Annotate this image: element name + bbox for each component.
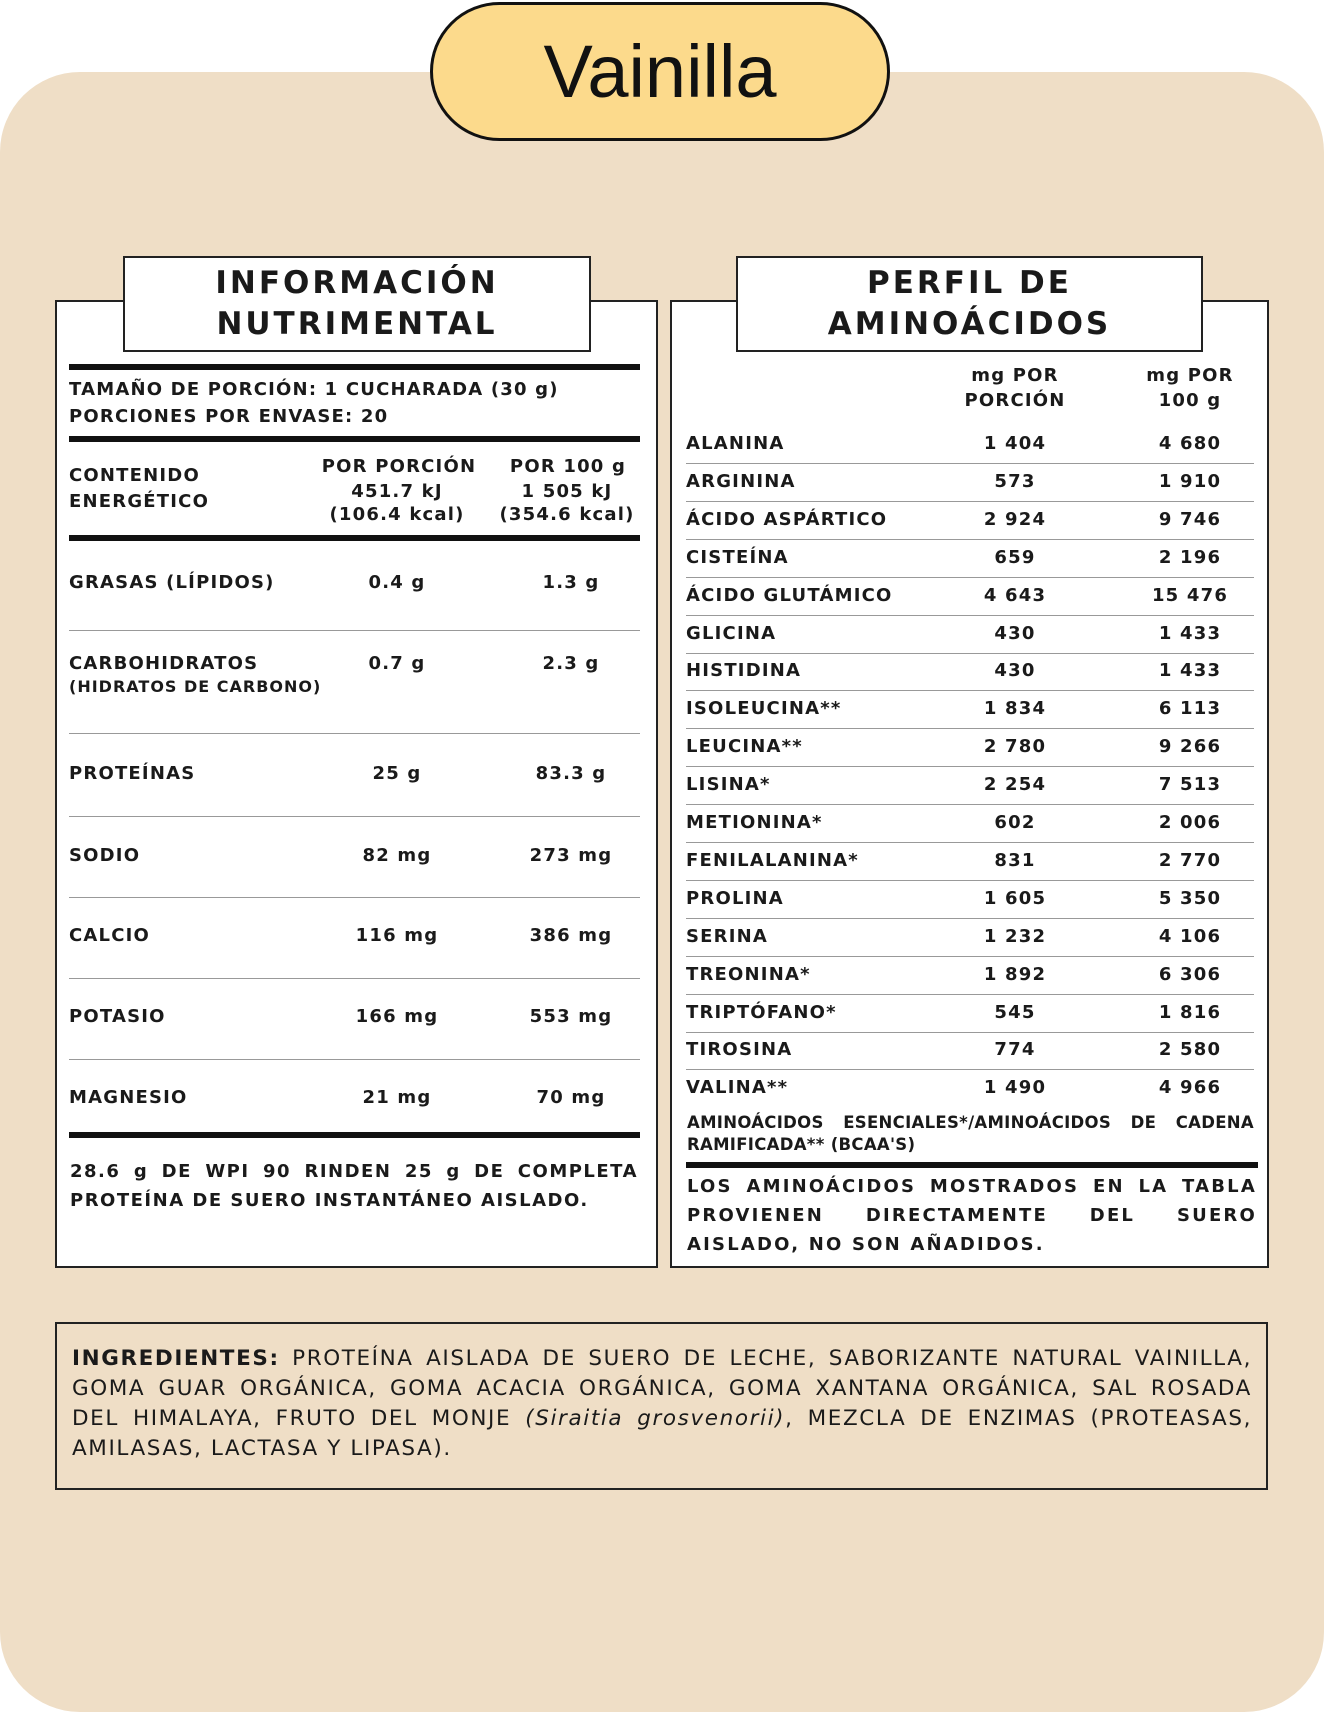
energy-label: CONTENIDO ENERGÉTICO: [69, 465, 210, 512]
row-divider: [686, 577, 1254, 578]
amino-per-100g: 4 680: [1158, 433, 1222, 454]
nutrient-per-serving: 25 g: [372, 763, 422, 784]
row-divider: [686, 501, 1254, 502]
nutrient-per-100g: 386 mg: [529, 925, 613, 946]
amino-per-serving: 545: [994, 1001, 1036, 1023]
amino-name: METIONINA*: [686, 812, 823, 833]
amino-name: HISTIDINA: [686, 660, 802, 682]
amino-per-serving: 4 643: [983, 584, 1047, 606]
nutrient-label: MAGNESIO: [69, 1087, 188, 1108]
row-divider: [686, 842, 1254, 843]
divider: [686, 1162, 1258, 1168]
nutrient-per-serving: 21 mg: [362, 1087, 432, 1108]
nutrient-per-100g: 553 mg: [529, 1006, 613, 1027]
row-divider: [686, 918, 1254, 919]
row-divider: [69, 978, 640, 979]
nutrient-per-100g: 83.3 g: [535, 763, 607, 784]
amino-per-100g: 1 816: [1158, 1001, 1222, 1023]
amino-per-100g: 1 910: [1158, 470, 1222, 492]
nutrient-label: PROTEÍNAS: [69, 763, 196, 784]
row-divider: [69, 816, 640, 817]
row-divider: [69, 733, 640, 734]
amino-per-serving: 1 490: [983, 1077, 1047, 1099]
amino-name: ÁCIDO ASPÁRTICO: [686, 508, 888, 530]
amino-per-serving: 1 834: [983, 698, 1047, 720]
amino-per-serving: 774: [994, 1039, 1036, 1061]
row-divider: [686, 690, 1254, 691]
amino-per-serving: 602: [994, 812, 1036, 833]
row-divider: [686, 653, 1254, 654]
amino-name: CISTEÍNA: [686, 546, 789, 568]
row-divider: [686, 956, 1254, 957]
amino-per-serving: 1 232: [983, 925, 1047, 947]
amino-per-100g: 1 433: [1158, 622, 1222, 644]
amino-per-100g: 2 196: [1158, 546, 1222, 568]
nutrient-per-serving: 166 mg: [355, 1006, 439, 1027]
amino-per-serving: 1 404: [983, 433, 1047, 454]
energy-per-100g: 1 505 kJ (354.6 kcal): [499, 481, 635, 525]
divider: [69, 535, 640, 541]
nutrient-label: SODIO: [69, 845, 141, 866]
amino-name: ARGININA: [686, 470, 796, 492]
amino-per-100g: 1 433: [1158, 660, 1222, 682]
amino-name: LEUCINA**: [686, 736, 803, 758]
amino-per-100g: 15 476: [1151, 584, 1229, 606]
amino-per-serving: 1 892: [983, 963, 1047, 985]
row-divider: [69, 1059, 640, 1060]
nutrient-label: GRASAS (LÍPIDOS): [69, 572, 275, 593]
amino-name: ALANINA: [686, 433, 785, 454]
amino-per-100g: 6 306: [1158, 963, 1222, 985]
servings-per-container: PORCIONES POR ENVASE: 20: [69, 406, 389, 427]
row-divider: [69, 630, 640, 631]
amino-per-100g: 5 350: [1158, 887, 1222, 909]
nutrition-footer: 28.6 g DE WPI 90 RINDEN 25 g DE COMPLETA PROTEÍNA DE SUERO INSTANTÁNEO AISLADO.: [70, 1161, 638, 1211]
row-divider: [69, 897, 640, 898]
nutrient-per-100g: 273 mg: [529, 845, 613, 866]
flavor-title: Vainilla: [430, 2, 890, 141]
amino-per-serving: 573: [994, 470, 1036, 492]
nutrient-per-100g: 2.3 g: [542, 653, 600, 674]
nutrient-per-100g: 1.3 g: [542, 572, 600, 593]
amino-per-100g: 9 746: [1158, 508, 1222, 530]
amino-name: LISINA*: [686, 774, 771, 796]
nutrition-title: INFORMACIÓN NUTRIMENTAL: [123, 256, 591, 352]
row-divider: [686, 880, 1254, 881]
ingredients-text-end: , MEZCLA DE ENZIMAS (PROTEASAS, AMILASAS, LACTASA Y LIPASA).: [72, 1406, 1253, 1461]
row-divider: [686, 1069, 1254, 1070]
amino-per-100g: 2 770: [1158, 849, 1222, 871]
nutrient-label: POTASIO: [69, 1006, 166, 1027]
amino-per-serving: 831: [994, 849, 1036, 871]
nutrient-label: CARBOHIDRATOS: [69, 653, 259, 674]
amino-per-100g: 2 006: [1158, 812, 1222, 833]
amino-per-serving: 2 924: [983, 508, 1047, 530]
nutrient-label: CALCIO: [69, 925, 151, 946]
col-header-per-serving: POR PORCIÓN: [321, 456, 477, 477]
nutrient-per-serving: 82 mg: [362, 845, 432, 866]
row-divider: [686, 994, 1254, 995]
amino-name: GLICINA: [686, 622, 777, 644]
amino-per-100g: 7 513: [1158, 774, 1222, 796]
row-divider: [686, 463, 1254, 464]
ingredients-label: INGREDIENTES:: [72, 1346, 280, 1371]
ingredients-text: PROTEÍNA AISLADA DE SUERO DE LECHE, SABORIZANTE NATURAL VAINILLA, GOMA GUAR ORGÁNICA, GOMA ACACIA ORGÁNICA, GOMA XANTANA ORGÁNICA, SAL ROSADA DEL HIMALAYA, FRUTO DEL MONJE: [72, 1346, 1252, 1431]
amino-col-header-per-100g: mg POR 100 g: [1146, 365, 1234, 411]
nutrient-sublabel: (HIDRATOS DE CARBONO): [69, 677, 322, 696]
row-divider: [686, 728, 1254, 729]
energy-per-serving: 451.7 kJ (106.4 kcal): [329, 481, 465, 525]
amino-per-100g: 6 113: [1158, 698, 1222, 720]
amino-per-serving: 1 605: [983, 887, 1047, 909]
amino-per-100g: 4 106: [1158, 925, 1222, 947]
row-divider: [686, 539, 1254, 540]
amino-per-serving: 2 254: [983, 774, 1047, 796]
amino-name: ISOLEUCINA**: [686, 698, 842, 720]
amino-col-header-per-serving: mg POR PORCIÓN: [964, 365, 1066, 411]
divider: [69, 1132, 640, 1138]
ingredients-scientific-name: (Siraitia grosvenorii): [525, 1406, 786, 1431]
amino-per-serving: 430: [994, 622, 1036, 644]
amino-name: TIROSINA: [686, 1039, 793, 1061]
amino-name: SERINA: [686, 925, 769, 947]
col-header-per-100g: POR 100 g: [509, 456, 627, 477]
nutrient-per-100g: 70 mg: [536, 1087, 606, 1108]
amino-per-100g: 2 580: [1158, 1039, 1222, 1061]
amino-title: PERFIL DE AMINOÁCIDOS: [736, 256, 1203, 352]
amino-name: TREONINA*: [686, 963, 811, 985]
amino-legend: AMINOÁCIDOS ESENCIALES*/AMINOÁCIDOS DE CADENA RAMIFICADA** (BCAA'S): [687, 1113, 1254, 1154]
amino-name: VALINA**: [686, 1077, 789, 1099]
nutrient-per-serving: 0.7 g: [368, 653, 426, 674]
amino-name: FENILALANINA*: [686, 849, 859, 871]
row-divider: [686, 615, 1254, 616]
amino-per-serving: 430: [994, 660, 1036, 682]
amino-name: TRIPTÓFANO*: [686, 1001, 837, 1023]
amino-name: ÁCIDO GLUTÁMICO: [686, 584, 893, 606]
row-divider: [686, 766, 1254, 767]
nutrient-per-serving: 116 mg: [355, 925, 439, 946]
row-divider: [686, 804, 1254, 805]
amino-per-100g: 4 966: [1158, 1077, 1222, 1099]
divider: [69, 436, 640, 442]
amino-footer: LOS AMINOÁCIDOS MOSTRADOS EN LA TABLA PROVIENEN DIRECTAMENTE DEL SUERO AISLADO, NO SON AÑADIDOS.: [687, 1176, 1257, 1255]
ingredients-box: [55, 1322, 1268, 1490]
row-divider: [686, 1032, 1254, 1033]
amino-per-serving: 659: [994, 546, 1036, 568]
nutrient-per-serving: 0.4 g: [368, 572, 426, 593]
amino-name: PROLINA: [686, 887, 784, 909]
amino-per-100g: 9 266: [1158, 736, 1222, 758]
serving-size: TAMAÑO DE PORCIÓN: 1 CUCHARADA (30 g): [69, 379, 559, 400]
divider: [69, 364, 640, 370]
amino-per-serving: 2 780: [983, 736, 1047, 758]
